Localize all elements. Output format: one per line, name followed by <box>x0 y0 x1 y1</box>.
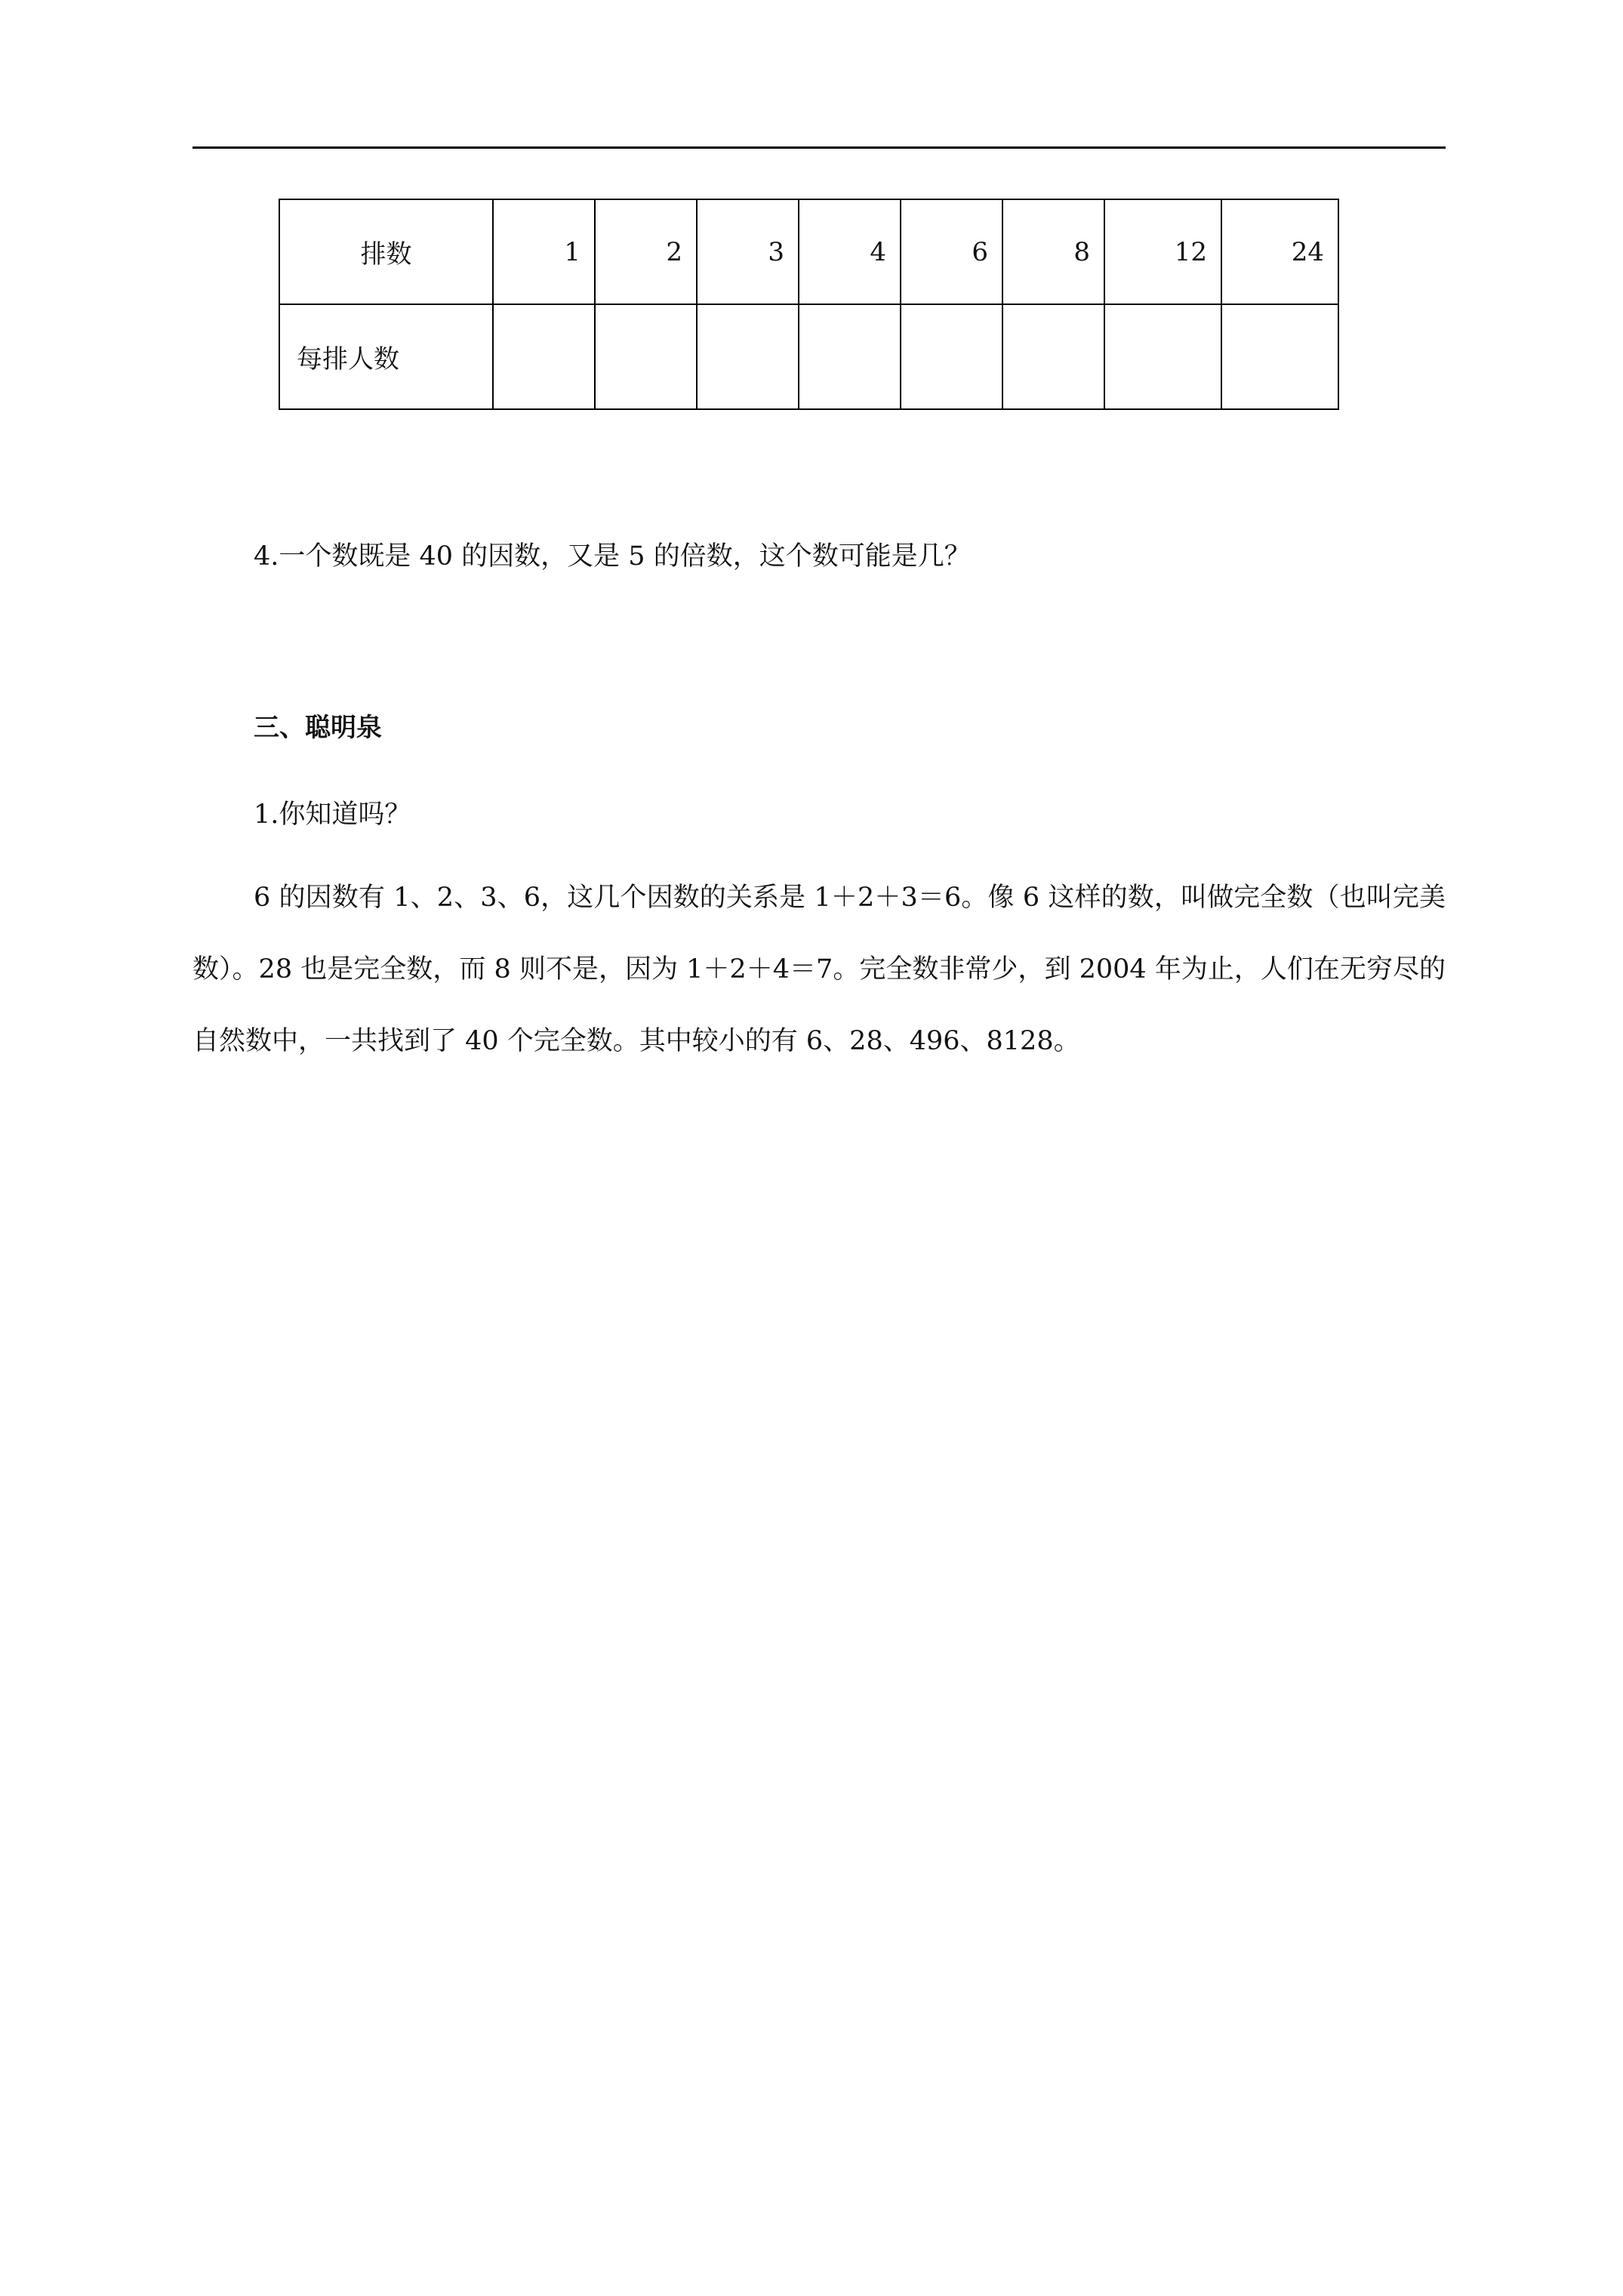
table-cell-rows-value: 6 <box>901 199 1002 304</box>
table-cell-rows-value: 24 <box>1221 199 1338 304</box>
table-cell-answer-blank[interactable] <box>901 304 1002 409</box>
perfect-number-paragraph: 6 的因数有 1、2、3、6，这几个因数的关系是 1＋2＋3＝6。像 6 这样的数，叫做完全数（也叫完美数）。28 也是完全数，而 8 则不是，因为 1＋2＋4＝7。完全数非常少，到 2004 年为止，人们在无穷尽的自然数中，一共找到了 40 个完全数。其中较小的有 6、28、496、8128。 <box>192 883 1446 1056</box>
section-heading: 三、聪明泉 <box>254 713 382 743</box>
table-row-rows <box>279 199 1338 304</box>
table-cell-answer-blank[interactable] <box>799 304 901 409</box>
rows-table <box>279 199 1339 410</box>
section-subheading: 1.你知道吗？ <box>254 800 411 830</box>
table-cell-rows-value: 1 <box>493 199 595 304</box>
table-row-people-per-row <box>279 304 1338 409</box>
table-cell-answer-blank[interactable] <box>595 304 697 409</box>
question-4: 4.一个数既是 40 的因数，又是 5 的倍数，这个数可能是几？ <box>254 541 971 572</box>
header-rule <box>192 146 1446 149</box>
table-cell-rows-value: 8 <box>1002 199 1104 304</box>
table-cell-answer-blank[interactable] <box>1221 304 1338 409</box>
table-cell-answer-blank[interactable] <box>1104 304 1221 409</box>
table-cell-answer-blank[interactable] <box>697 304 799 409</box>
table-cell-answer-blank[interactable] <box>1002 304 1104 409</box>
table-cell-row-label: 排数 <box>279 199 493 304</box>
table-cell-answer-blank[interactable] <box>493 304 595 409</box>
table-cell-people-label: 每排人数 <box>279 304 493 409</box>
table-cell-rows-value: 2 <box>595 199 697 304</box>
table-cell-rows-value: 4 <box>799 199 901 304</box>
table-cell-rows-value: 3 <box>697 199 799 304</box>
table-cell-rows-value: 12 <box>1104 199 1221 304</box>
